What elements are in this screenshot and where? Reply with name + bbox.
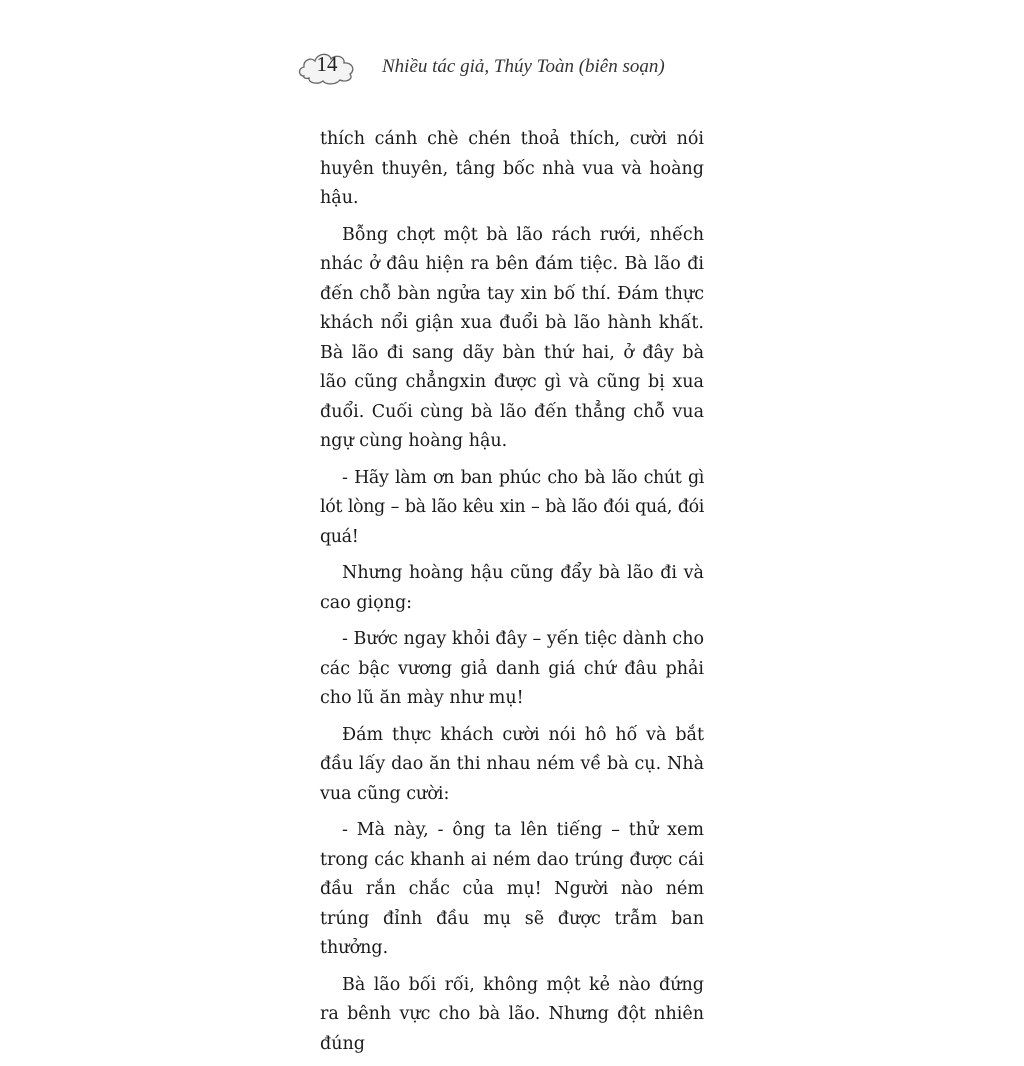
running-head: Nhiều tác giả, Thúy Toàn (biên soạn)	[382, 56, 665, 77]
paragraph: - Mà này, - ông ta lên tiếng – thử xem trong các khanh ai ném dao trúng được cái đầu rắn chắc của mụ! Người nào ném trúng đỉnh đầu mụ sẽ được trẫm ban thưởng.	[320, 820, 704, 958]
paragraph: Nhưng hoàng hậu cũng đẩy bà lão đi và cao giọng:	[320, 563, 704, 613]
body-text	[320, 125, 704, 1066]
page-header	[296, 44, 716, 94]
paragraph: - Bước ngay khỏi đây – yến tiệc dành cho các bậc vương giả danh giá chứ đâu phải cho lũ ăn mày như mụ!	[320, 629, 705, 708]
paragraph: Bà lão bối rối, không một kẻ nào đứng ra bênh vực cho bà lão. Nhưng đột nhiên đúng	[320, 974, 704, 1054]
paragraph: Đám thực khách cười nói hô hố và bắt đầu lấy dao ăn thi nhau ném về bà cụ. Nhà vua cũng cười:	[320, 724, 704, 804]
page-number: 14	[316, 52, 338, 76]
paragraph: thích cánh chè chén thoả thích, cười nói huyên thuyên, tâng bốc nhà vua và hoàng hậu.	[320, 129, 704, 208]
paragraph: - Hãy làm ơn ban phúc cho bà lão chút gì lót lòng – bà lão kêu xin – bà lão đói quá, đói quá!	[320, 467, 704, 547]
paragraph: Bỗng chợt một bà lão rách rưới, nhếch nhác ở đâu hiện ra bên đám tiệc. Bà lão đi đến chỗ bàn ngửa tay xin bố thí. Đám thực khách nổi giận xua đuổi bà lão hành khất. Bà lão đi sang dãy bàn thứ hai, ở đây bà lão cũng chẳngxin được gì và cũng bị xua đuổi. Cuối cùng bà lão đến thẳng chỗ vua ngự cùng hoàng hậu.	[320, 224, 704, 451]
